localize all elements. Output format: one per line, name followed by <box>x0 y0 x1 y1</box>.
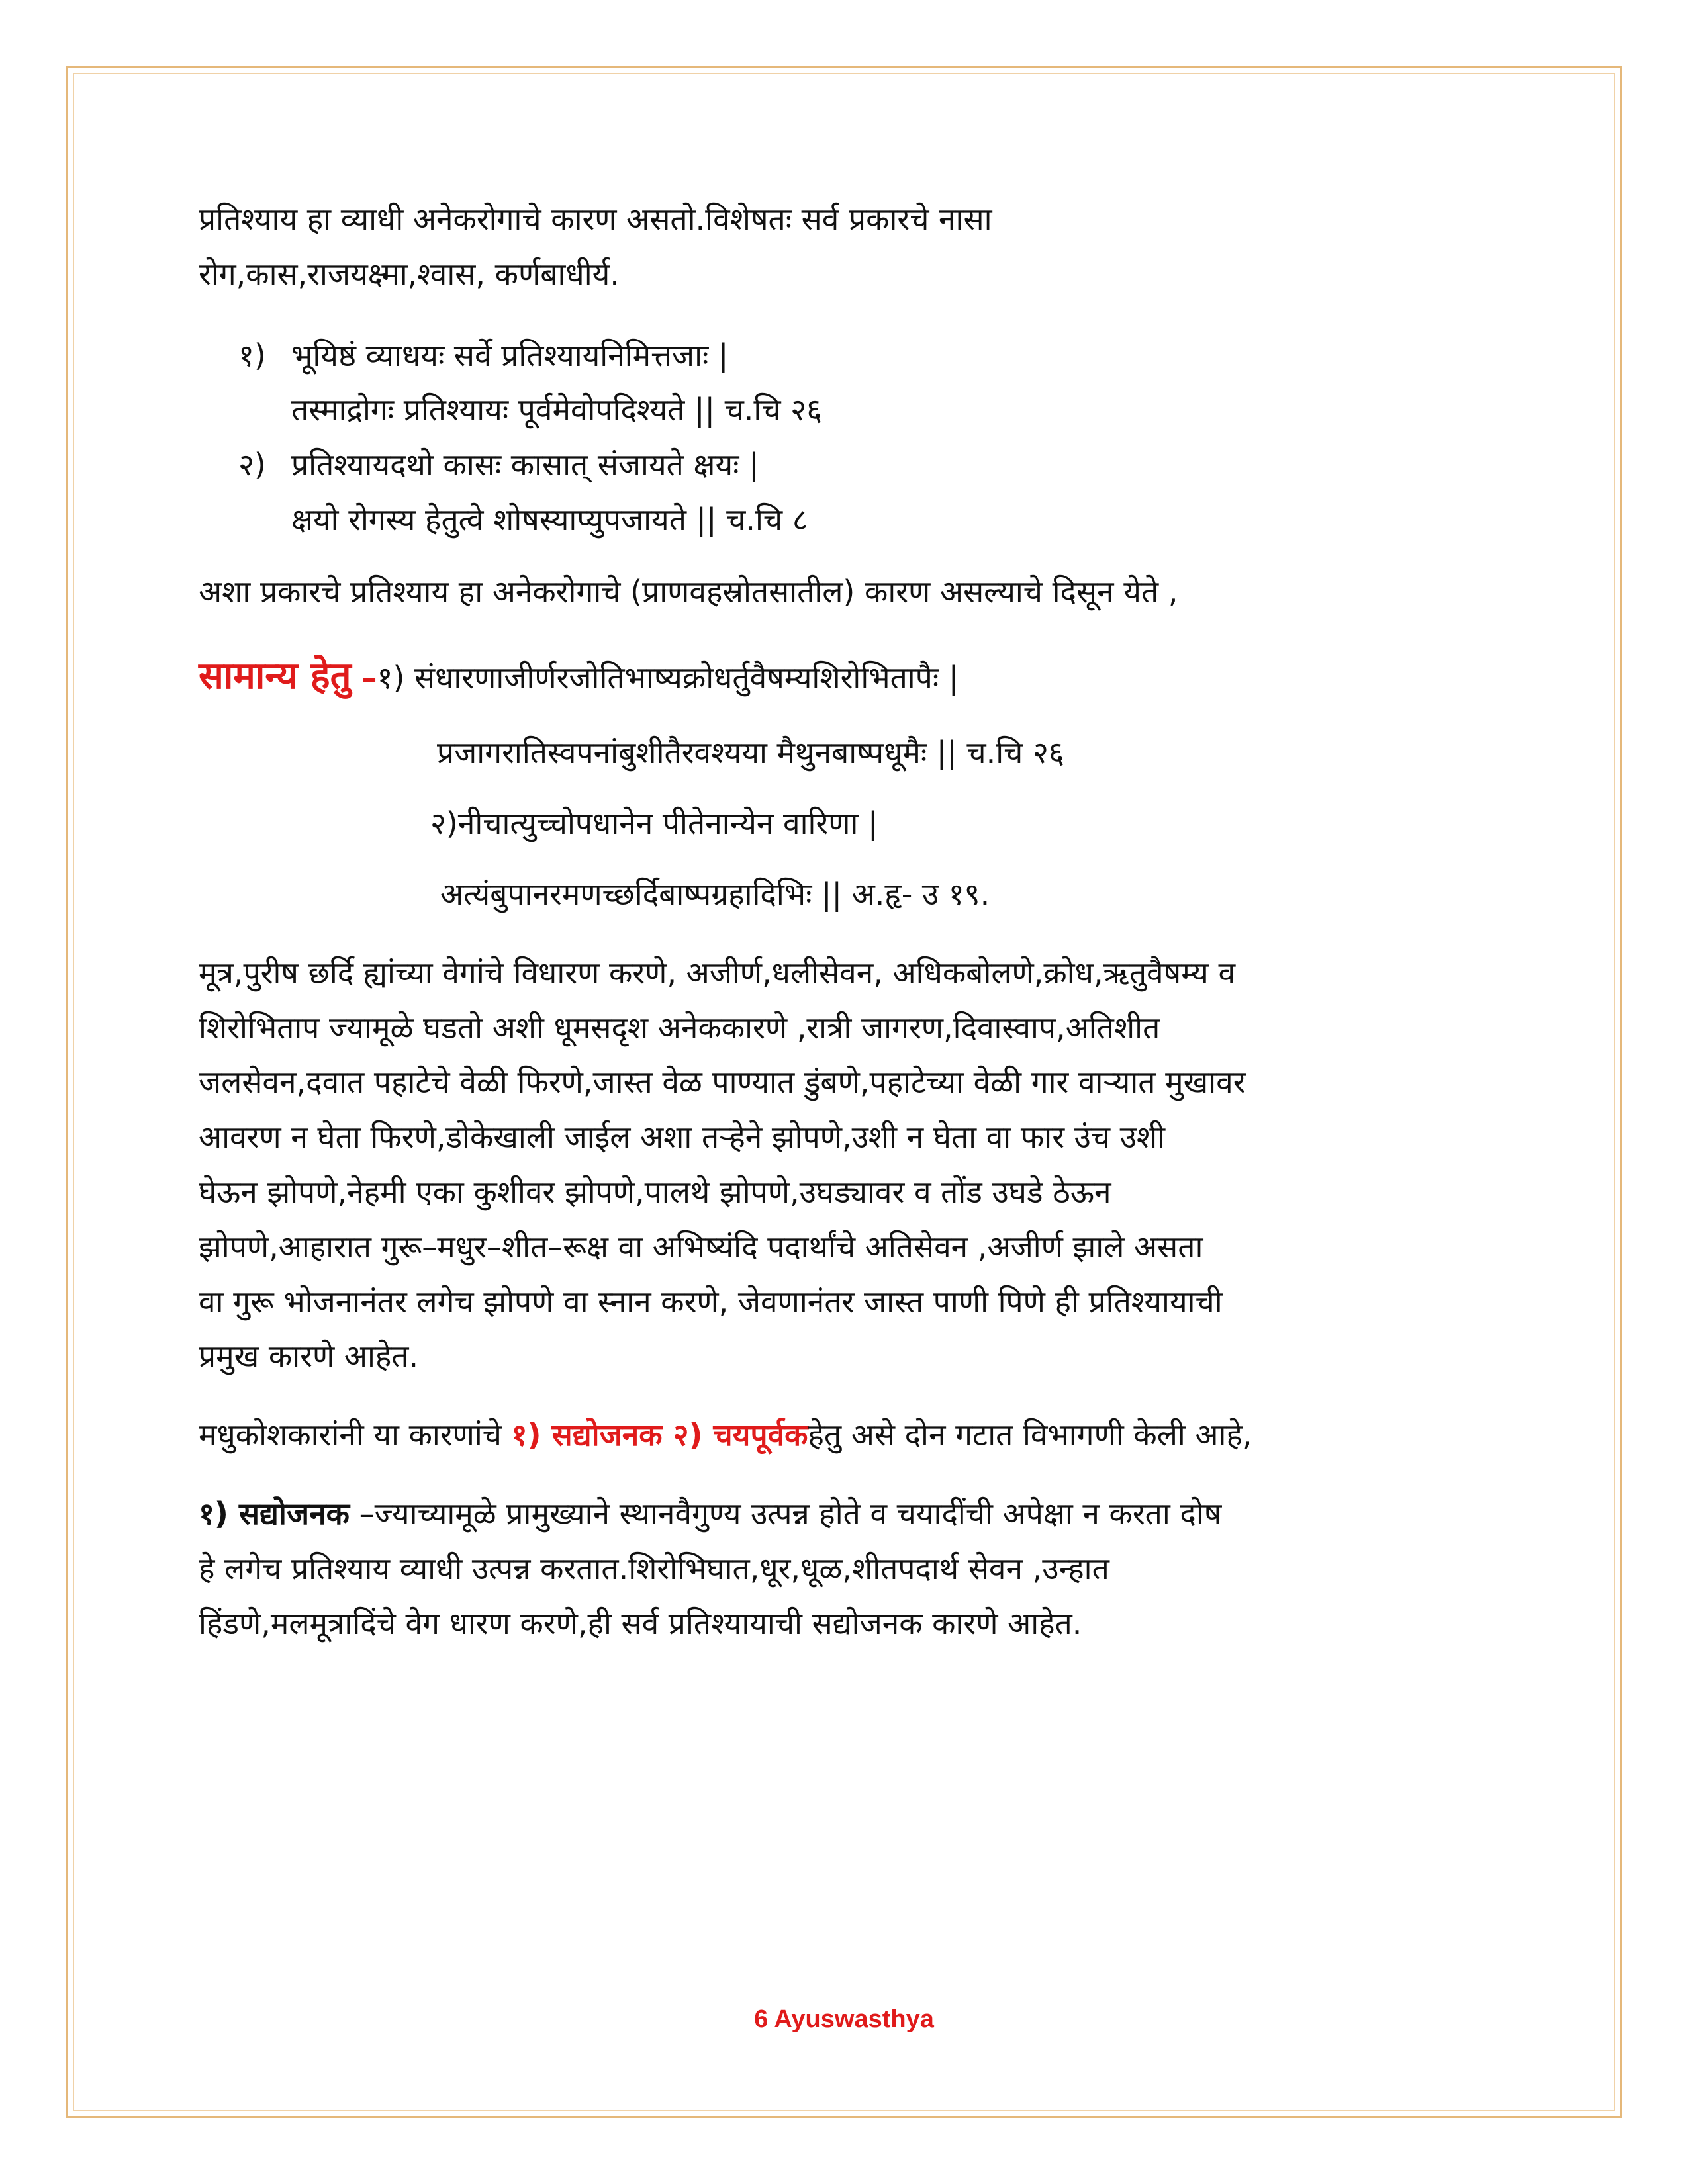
verse-2-line-1: प्रतिश्यायदथो कासः कासात् संजायते क्षयः | <box>291 447 759 483</box>
madhukosh-post: हेतु असे दोन गटात विभागणी केली आहे, <box>808 1417 1252 1453</box>
samanya-hetu-dash: – <box>351 659 377 696</box>
main-paragraph-line: झोपणे,आहारात गुरू–मधुर–शीत–रूक्ष वा अभिष्यंदि पदार्थांचे अतिसेवन ,अजीर्ण झाले असता <box>199 1228 1203 1265</box>
summary-line: अशा प्रकारचे प्रतिश्याय हा अनेकरोगाचे (प्राणवहस्रोतसातील) कारण असल्याचे दिसून येते , <box>199 573 1178 610</box>
sadyojanak-line-1-text: –ज्याच्यामूळे प्रामुख्याने स्थानवैगुण्य उत्पन्न होते व चयादींची अपेक्षा न करता दोष <box>349 1495 1222 1531</box>
page-footer: 6 Ayuswasthya <box>754 2005 934 2033</box>
sadyojanak-paragraph <box>199 1486 1496 1651</box>
main-paragraph-line: वा गुरू भोजनानंतर लगेच झोपणे वा स्नान करणे, जेवणानंतर जास्त पाणी पिणे ही प्रतिश्यायाची <box>199 1283 1223 1320</box>
madhukosh-line <box>199 1408 1496 1463</box>
samanya-verse-1-line-2: प्रजागरातिस्वपनांबुशीतैरवश्यया मैथुनबाष्पधूमैः || च.चि २६ <box>437 735 1064 771</box>
sadyojanak-line-2: हे लगेच प्रतिश्याय व्याधी उत्पन्न करतात.शिरोभिघात,धूर,धूळ,शीतपदार्थ सेवन ,उन्हात <box>199 1550 1109 1586</box>
main-paragraph-line: मूत्र,पुरीष छर्दि ह्यांच्या वेगांचे विधारण करणे, अजीर्ण,धलीसेवन, अधिकबोलणे,क्रोध,ऋतुवैषम्य व <box>199 954 1236 991</box>
verse-1-line-1: भूयिष्ठं व्याधयः सर्वे प्रतिश्यायनिमित्तजाः | <box>291 337 729 373</box>
verse-1 <box>238 328 1496 383</box>
verse-1-line-2: तस्माद्रोगः प्रतिश्यायः पूर्वमेवोपदिश्यते || च.चि २६ <box>291 392 823 428</box>
sadyojanak-line-1 <box>199 1486 1496 1541</box>
samanya-verse-2-line-2: अत्यंबुपानरमणच्छर्दिबाष्पग्रहादिभिः || अ.हृ- उ १९. <box>440 876 990 912</box>
main-paragraph-line: जलसेवन,दवात पहाटेचे वेळी फिरणे,जास्त वेळ पाण्यात डुंबणे,पहाटेच्या वेळी गार वाऱ्यात मुखावर <box>199 1064 1246 1101</box>
verse-2-line-2: क्षयो रोगस्य हेतुत्वे शोषस्याप्युपजायते || च.चि ८ <box>291 501 808 537</box>
madhukosh-pre: मधुकोशकारांनी या कारणांचे <box>199 1417 512 1453</box>
sadyojanak-heading: १) सद्योजनक <box>199 1495 350 1531</box>
verse-2-number: २) <box>238 447 266 483</box>
intro-line-2: रोग,कास,राजयक्ष्मा,श्वास, कर्णबाधीर्य. <box>199 255 620 292</box>
samanya-verse-1-line-1: १) संधारणाजीर्णरजोतिभाष्यक्रोधर्तुवैषम्यशिरोभितापैः | <box>377 659 959 696</box>
main-paragraph-line: प्रमुख कारणे आहेत. <box>199 1338 419 1375</box>
intro-line-1: प्रतिश्याय हा व्याधी अनेकरोगाचे कारण असतो.विशेषतः सर्व प्रकारचे नासा <box>199 201 992 237</box>
sadyojanak-line-3: हिंडणे,मलमूत्रादिंचे वेग धारण करणे,ही सर्व प्रतिश्यायाची सद्योजनक कारणे आहेत. <box>199 1605 1082 1641</box>
samanya-hetu-heading: सामान्य हेतु <box>199 654 352 698</box>
samanya-verse-2-line-1: २)नीचात्युच्चोपधानेन पीतेनान्येन वारिणा | <box>430 805 878 842</box>
madhukosh-highlight: १) सद्योजनक २) चयपूर्वक <box>511 1417 808 1453</box>
main-paragraph <box>199 946 1496 1384</box>
main-paragraph-line: आवरण न घेता फिरणे,डोकेखाली जाईल अशा तऱ्हेने झोपणे,उशी न घेता वा फार उंच उशी <box>199 1119 1166 1156</box>
verse-1-number: १) <box>238 337 266 373</box>
main-paragraph-line: शिरोभिताप ज्यामूळे घडतो अशी धूमसदृश अनेककारणे ,रात्री जागरण,दिवास्वाप,अतिशीत <box>199 1009 1160 1046</box>
intro-paragraph <box>199 192 1496 302</box>
page-content <box>199 192 1496 1651</box>
verse-2 <box>238 437 1496 492</box>
samanya-hetu-line <box>199 643 1496 710</box>
verse-list <box>238 328 1496 547</box>
main-paragraph-line: घेऊन झोपणे,नेहमी एका कुशीवर झोपणे,पालथे झोपणे,उघड्यावर व तोंड उघडे ठेऊन <box>199 1173 1111 1210</box>
